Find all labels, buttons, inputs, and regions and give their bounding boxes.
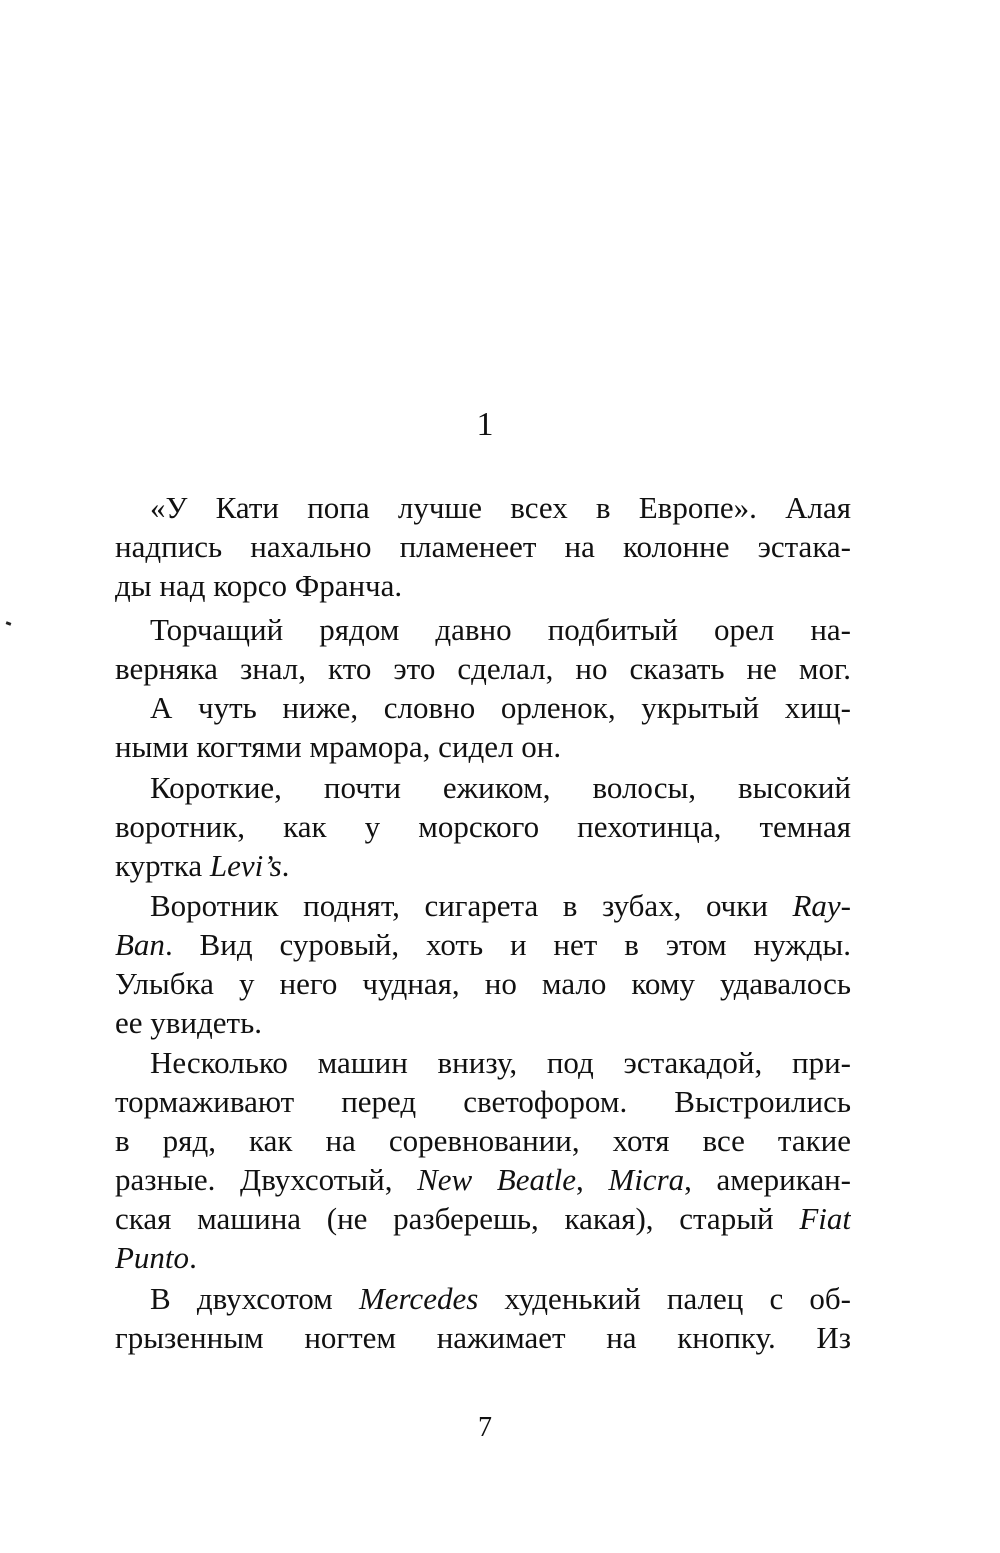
- text-run: верняка знал, кто это сделал, но сказать не мог.: [115, 651, 851, 686]
- text-run: В двухсотом: [150, 1281, 359, 1316]
- text-line: [150, 886, 851, 926]
- page-number: 7: [478, 1412, 492, 1443]
- text-run: надпись нахально пламенеет на колонне эстака-: [115, 529, 851, 564]
- italic-text: Fiat: [799, 1201, 851, 1236]
- text-run: грызенным ногтем нажимает на кнопку. Из: [115, 1320, 851, 1355]
- text-run: ская машина (не разберешь, какая), старый: [115, 1201, 800, 1236]
- scan-speck: [6, 621, 12, 626]
- text-run: .: [281, 848, 290, 883]
- text-line: [115, 727, 851, 767]
- text-line: [115, 964, 851, 1004]
- text-line: [115, 1238, 851, 1278]
- text-run: Воротник поднят, сигарета в зубах, очки: [150, 888, 793, 923]
- italic-text: New Beatle: [417, 1162, 576, 1197]
- text-line: [150, 610, 851, 650]
- text-line: [115, 649, 851, 689]
- text-line: [115, 566, 851, 606]
- italic-text: Levi’s: [209, 848, 282, 883]
- text-line: [150, 1043, 851, 1083]
- text-run: Улыбка у него чудная, но мало кому удавалось: [115, 966, 851, 1001]
- text-run: ными когтями мрамора, сидел он.: [115, 729, 562, 764]
- text-line: [115, 846, 851, 886]
- italic-text: Micra: [608, 1162, 685, 1197]
- text-run: ,: [576, 1162, 609, 1197]
- text-line: [115, 1121, 851, 1161]
- text-line: [115, 807, 851, 847]
- text-run: .: [189, 1240, 197, 1275]
- text-line: [150, 768, 851, 808]
- text-run: куртка: [115, 848, 210, 883]
- text-line: [115, 1082, 851, 1122]
- italic-text: Mercedes: [358, 1281, 479, 1316]
- text-run: А чуть ниже, словно орленок, укрытый хищ-: [150, 690, 851, 725]
- text-run: худенький палец с об-: [478, 1281, 851, 1316]
- text-run: , американ-: [684, 1162, 851, 1197]
- text-run: ды над корсо Франча.: [115, 568, 403, 603]
- text-run: в ряд, как на соревновании, хотя все такие: [115, 1123, 851, 1158]
- text-line: [115, 1199, 851, 1239]
- text-run: тормаживают перед светофором. Выстроились: [115, 1084, 851, 1119]
- text-line: [115, 527, 851, 567]
- italic-text: Punto: [115, 1240, 190, 1275]
- italic-text: Ray-: [792, 888, 851, 923]
- text-run: . Вид суровый, хоть и нет в этом нужды.: [164, 927, 851, 962]
- text-run: воротник, как у морского пехотинца, темная: [115, 809, 851, 844]
- text-line: [150, 688, 851, 728]
- text-run: Торчащий рядом давно подбитый орел на-: [150, 612, 851, 647]
- text-run: «У Кати попа лучше всех в Европе». Алая: [150, 490, 851, 525]
- text-line: [150, 1279, 851, 1319]
- text-line: [115, 1318, 851, 1358]
- text-run: Несколько машин внизу, под эстакадой, при-: [150, 1045, 851, 1080]
- chapter-number: 1: [476, 406, 494, 443]
- text-line: [115, 1003, 851, 1043]
- italic-text: Ban: [115, 927, 165, 962]
- text-line: [150, 488, 851, 528]
- text-line: [115, 925, 851, 965]
- text-line: [115, 1160, 851, 1200]
- text-run: ее увидеть.: [115, 1005, 262, 1040]
- text-run: Короткие, почти ежиком, волосы, высокий: [150, 770, 851, 805]
- text-run: разные. Двухсотый,: [115, 1162, 418, 1197]
